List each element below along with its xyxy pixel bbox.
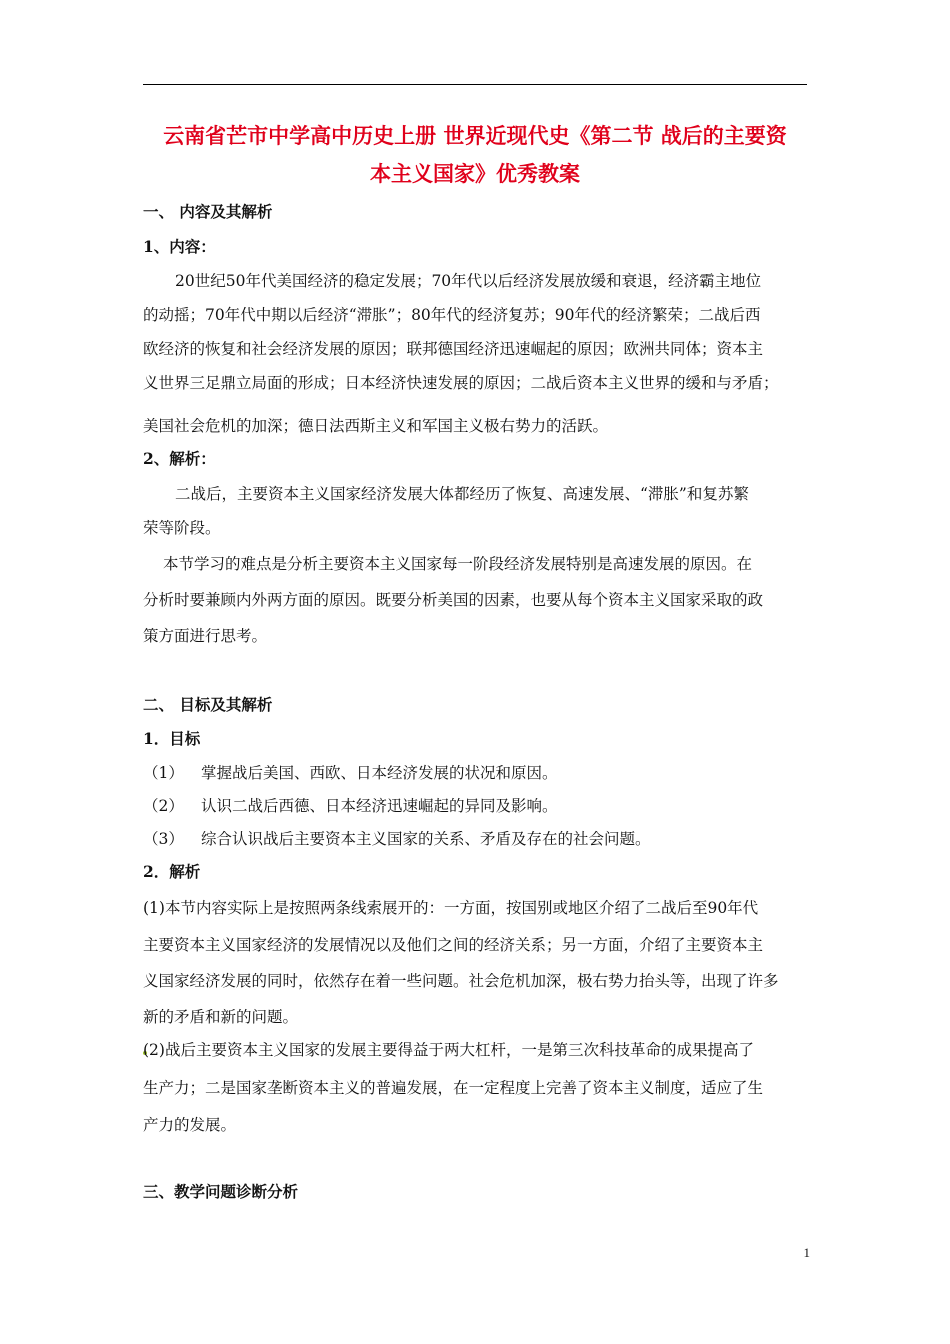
analysis-para1-line-2: 荣等阶段。 [143,519,221,537]
subsection-analysis-heading: 2、解析： [143,449,216,468]
goal-item-2 [143,795,807,817]
goal-text: 掌握战后美国、西欧、日本经济发展的状况和原因。 [201,764,558,782]
section-2-heading: 二、 目标及其解析 [143,695,273,714]
goal-text: 认识二战后西德、日本经济迅速崛起的异同及影响。 [201,797,558,815]
section2-analysis-para2-line-2: 生产力；二是国家垄断资本主义的普遍发展，在一定程度上完善了资本主义制度，适应了生 [143,1079,764,1097]
section2-analysis-para2-line-1: (2)战后主要资本主义国家的发展主要得益于两大杠杆，一是第三次科技革命的成果提高了 [143,1041,754,1059]
document-title-line-2: 本主义国家》优秀教案 [370,161,580,186]
content-line-1: 20世纪50年代美国经济的稳定发展；70年代以后经济发展放缓和衰退，经济霸主地位 [175,272,762,290]
content-line-4: 义世界三足鼎立局面的形成；日本经济快速发展的原因；二战后资本主义世界的缓和与矛盾； [143,374,779,392]
analysis-para2-line-1: 本节学习的难点是分析主要资本主义国家每一阶段经济发展特别是高速发展的原因。在 [163,555,753,573]
analysis-para2-line-2: 分析时要兼顾内外两方面的原因。既要分析美国的因素，也要从每个资本主义国家采取的政 [143,591,764,609]
section-1-heading: 一、 内容及其解析 [143,202,273,221]
goal-item-3 [143,828,807,850]
content-line-3: 欧经济的恢复和社会经济发展的原因；联邦德国经济迅速崛起的原因；欧洲共同体；资本主 [143,340,764,358]
subsection-content-heading: 1、内容： [143,237,216,256]
section-3-heading: 三、教学问题诊断分析 [143,1182,299,1201]
goals-heading: 1．目标 [143,729,201,748]
header-rule [143,84,807,85]
goal-number: （1） [143,764,184,782]
goal-number: （3） [143,830,184,848]
page-number: 1 [803,1245,810,1260]
analysis-para1-line-1: 二战后，主要资本主义国家经济发展大体都经历了恢复、高速发展、“滞胀”和复苏繁 [175,485,749,503]
goal-number: （2） [143,797,184,815]
section2-analysis-para1-line-2: 主要资本主义国家经济的发展情况以及他们之间的经济关系；另一方面，介绍了主要资本主 [143,936,764,954]
analysis-para2-line-3: 策方面进行思考。 [143,627,268,645]
content-line-5: 美国社会危机的加深；德日法西斯主义和军国主义极右势力的活跃。 [143,417,609,435]
section2-analysis-para2-line-3: 产力的发展。 [143,1116,237,1134]
goal-item-1 [143,762,807,784]
content-line-2: 的动摇；70年代中期以后经济“滞胀”；80年代的经济复苏；90年代的经济繁荣；二战后西 [143,306,761,324]
section2-analysis-para1-line-3: 义国家经济发展的同时，依然存在着一些问题。社会危机加深，极右势力抬头等，出现了许多 [143,972,779,990]
section2-analysis-para1-line-1: (1)本节内容实际上是按照两条线索展开的：一方面，按国别或地区介绍了二战后至90年代 [143,899,759,917]
section2-analysis-para1-line-4: 新的矛盾和新的问题。 [143,1008,299,1026]
analysis-heading: 2．解析 [143,862,201,881]
document-title-line-1: 云南省芒市中学高中历史上册 世界近现代史《第二节 战后的主要资 [163,123,787,148]
goal-text: 综合认识战后主要资本主义国家的关系、矛盾及存在的社会问题。 [201,830,651,848]
